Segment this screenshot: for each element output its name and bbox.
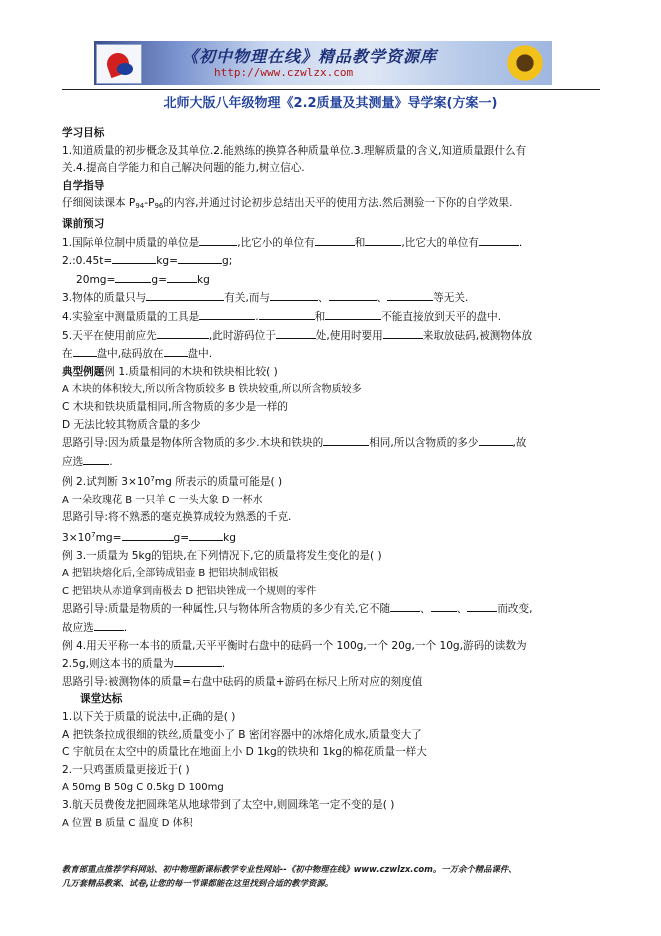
example-1-hint-cont: 应选 . bbox=[62, 453, 602, 472]
answer-blank[interactable] bbox=[199, 234, 237, 246]
header-rule bbox=[62, 89, 600, 90]
answer-blank[interactable] bbox=[365, 234, 401, 246]
example-3-hint-cont: 故应选 . bbox=[62, 619, 602, 638]
sunflower-image bbox=[502, 43, 548, 83]
answer-blank[interactable] bbox=[146, 289, 224, 301]
example-1-option-c: C 木块和铁块质量相同,所含物质的多少是一样的 bbox=[62, 400, 289, 413]
document-title: 北师大版八年级物理《2.2质量及其测量》导学案(方案一) bbox=[163, 96, 498, 111]
example-2-options: A 一朵玫瑰花 B 一只羊 C 一头大象 D 一杯水 bbox=[62, 494, 263, 506]
answer-blank[interactable] bbox=[479, 434, 513, 446]
example-1-option-d: D 无法比较其物质含量的多少 bbox=[62, 418, 201, 431]
document-body bbox=[62, 125, 602, 832]
guide-heading: 自学指导 bbox=[62, 179, 105, 192]
example-3-option-ab: A 把铝块熔化后,全部铸成铝壶 B 把铝块制成铝板 bbox=[62, 568, 279, 580]
class-q2: 2.一只鸡蛋质量更接近于( ) bbox=[62, 763, 190, 776]
answer-blank[interactable] bbox=[112, 252, 156, 264]
footer-line: 几万套精品教案、试卷,让您的每一节课都能在这里找到合适的教学资源。 bbox=[62, 878, 334, 888]
answer-blank[interactable] bbox=[467, 600, 497, 612]
example-3-question: 例 3.一质量为 5kg的铝块,在下列情况下,它的质量将发生变化的是( ) bbox=[62, 549, 382, 562]
example-1-hint: 思路引导:因为质量是物体所含物质的多少.木块和铁块的 相同,所以含物质的多少 ,故 bbox=[62, 434, 602, 453]
goals-line: 1.知道质量的初步概念及其单位.2.能熟练的换算各种质量单位.3.理解质量的含义,知道质量跟什么有 bbox=[62, 144, 527, 157]
answer-blank[interactable] bbox=[383, 327, 423, 339]
example-4-question-cont: 2.5g,则这本书的质量为 . bbox=[62, 655, 602, 674]
answer-blank[interactable] bbox=[325, 308, 381, 320]
answer-blank[interactable] bbox=[115, 271, 151, 283]
class-q1-option-ab: A 把铁条拉成很细的铁丝,质量变小了 B 密闭容器中的冰熔化成水,质量变大了 bbox=[62, 728, 422, 741]
class-q2-options: A 50mg B 50g C 0.5kg D 100mg bbox=[62, 782, 224, 794]
answer-blank[interactable] bbox=[157, 327, 209, 339]
answer-blank[interactable] bbox=[199, 308, 255, 320]
answer-blank[interactable] bbox=[167, 271, 197, 283]
example-2-calc: $3\times 10^7mg= g=$ kg bbox=[62, 531, 236, 545]
example-2-hint: 思路引导:将不熟悉的毫克换算成较为熟悉的千克. bbox=[62, 511, 292, 524]
example-3-hint: 思路引导:质量是物质的一种属性,只与物体所含物质的多少有关,它不随 、 、 而改变, bbox=[62, 600, 602, 619]
answer-blank[interactable] bbox=[431, 600, 457, 612]
answer-blank[interactable] bbox=[178, 252, 222, 264]
answer-blank[interactable] bbox=[83, 453, 109, 465]
preview-q2: 2.:0.45t= kg= g; bbox=[62, 252, 602, 271]
banner-url[interactable]: http://www.czwlzx.com bbox=[214, 66, 354, 79]
example-4-hint: 思路引导:被测物体的质量=右盘中砝码的质量+游码在标尺上所对应的刻度值 bbox=[62, 675, 423, 688]
answer-blank[interactable] bbox=[94, 619, 124, 631]
class-q1: 1.以下关于质量的说法中,正确的是( ) bbox=[62, 711, 236, 723]
guide-text: 仔细阅读课本 $P_{94}-P_{96}$的内容,并通过讨论初步总结出天平的使用方法.然后测验一下你的自学效果. bbox=[62, 197, 513, 211]
answer-blank[interactable] bbox=[174, 655, 222, 667]
preview-q2-part2: 20mg= g= kg bbox=[62, 271, 602, 290]
example-4-question: 例 4.用天平称一本书的质量,天平平衡时右盘中的砝码一个 100g,一个 20g,一个 10g,游码的读数为 bbox=[62, 639, 527, 652]
footer-line: 教育部重点推荐学科网站、初中物理新课标教学专业性网站--《初中物理在线》www.czwlzx.com。一万余个精品课件、 bbox=[62, 864, 517, 874]
answer-blank[interactable] bbox=[390, 600, 420, 612]
preview-heading: 课前预习 bbox=[62, 217, 105, 230]
answer-blank[interactable] bbox=[315, 234, 355, 246]
answer-blank[interactable] bbox=[270, 289, 318, 301]
class-q1-option-cd: C 宇航员在太空中的质量比在地面上小 D 1kg的铁块和 1kg的棉花质量一样大 bbox=[62, 746, 427, 759]
class-q3: 3.航天员费俊龙把圆珠笔从地球带到了太空中,则圆珠笔一定不变的是( ) bbox=[62, 798, 395, 811]
preview-q1: 1.国际单位制中质量的单位是 ,比它小的单位有 和 ,比它大的单位有 . bbox=[62, 234, 602, 253]
class-q3-options: A 位置 B 质量 C 温度 D 体积 bbox=[62, 817, 193, 829]
answer-blank[interactable] bbox=[276, 327, 316, 339]
example-3-option-cd: C 把铝块从赤道拿到南极去 D 把铝块锉成一个规则的零件 bbox=[62, 585, 317, 597]
answer-blank[interactable] bbox=[189, 529, 223, 541]
answer-blank[interactable] bbox=[122, 529, 174, 541]
preview-q5-part2: 在 盘中,砝码放在 盘中. bbox=[62, 345, 602, 364]
banner-title: 《初中物理在线》精品教学资源库 bbox=[182, 47, 438, 66]
example-1-option-ab: A 木块的体积较大,所以所含物质较多 B 铁块较重,所以所含物质较多 bbox=[62, 384, 362, 396]
preview-q4: 4.实验室中测量质量的工具是 . 和 不能直接放到天平的盘中. bbox=[62, 308, 602, 327]
answer-blank[interactable] bbox=[259, 308, 315, 320]
site-logo bbox=[96, 44, 142, 84]
example-1-question: 典型例题例 1.质量相同的木块和铁块相比较( ) bbox=[62, 365, 278, 378]
answer-blank[interactable] bbox=[387, 289, 433, 301]
answer-blank[interactable] bbox=[329, 289, 377, 301]
example-2-question: 例 2.试判断 $3\times 10^7mg$ 所表示的质量可能是( ) bbox=[62, 475, 283, 489]
answer-blank[interactable] bbox=[479, 234, 519, 246]
page-footer bbox=[62, 862, 602, 890]
preview-q5: 5.天平在使用前应先 ,此时游码位于 处,使用时要用 来取放砝码,被测物体放 bbox=[62, 327, 602, 346]
header-banner bbox=[94, 41, 552, 85]
answer-blank[interactable] bbox=[323, 434, 369, 446]
goals-line: 关.4.提高自学能力和自己解决问题的能力,树立信心. bbox=[62, 162, 305, 175]
answer-blank[interactable] bbox=[73, 345, 97, 357]
class-heading: 课堂达标 bbox=[80, 693, 123, 706]
goals-heading: 学习目标 bbox=[62, 127, 105, 139]
answer-blank[interactable] bbox=[164, 345, 188, 357]
preview-q3: 3.物体的质量只与 有关,而与 、 、 等无关. bbox=[62, 289, 602, 308]
